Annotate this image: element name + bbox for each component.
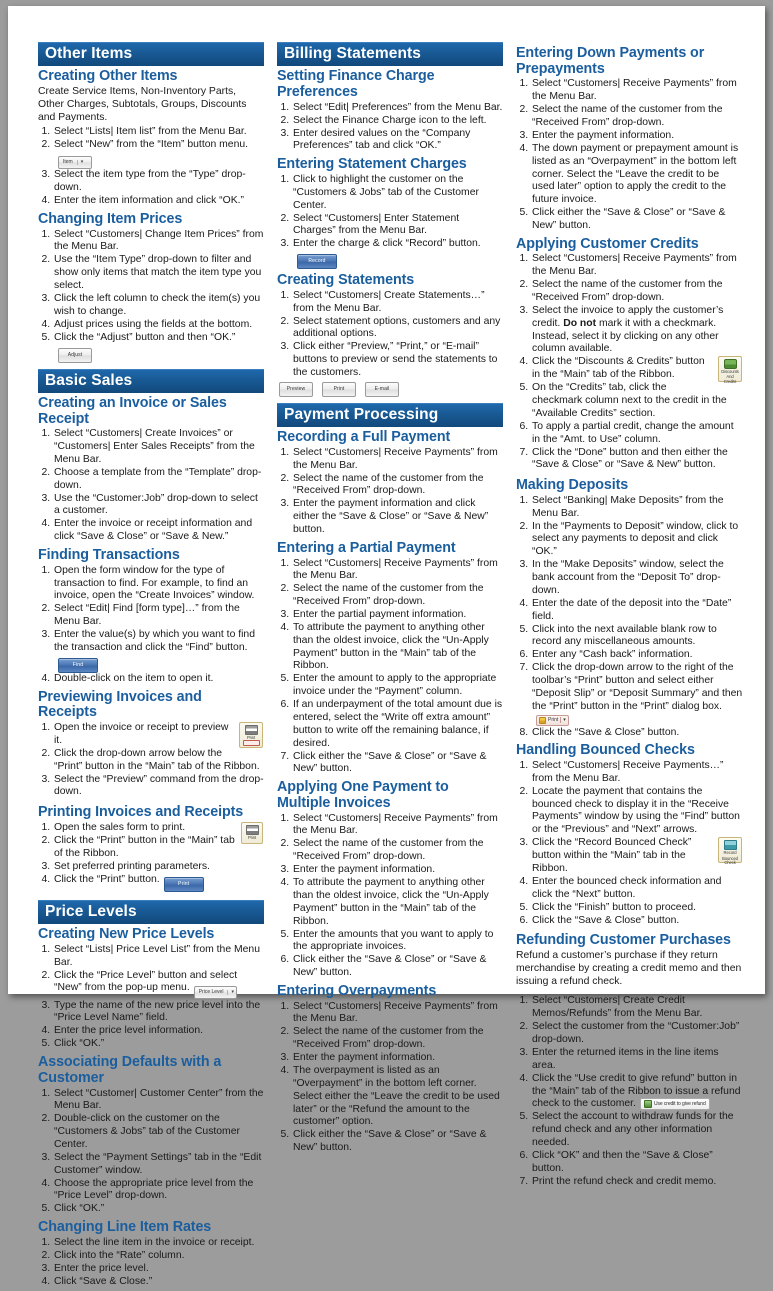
step-text: Enter the charge & click “Record” button. (293, 238, 481, 250)
list-item: 3. Click either “Preview,” “Print,” or “E-mail” buttons to preview or send the statements to the customers. (292, 341, 503, 379)
steps-changing-line-item-rates (38, 1237, 264, 1289)
heading-changing-item-prices: Changing Item Prices (38, 210, 183, 227)
list-item: 8. Click the “Save & Close” button. (531, 727, 743, 740)
print-button[interactable]: Print (322, 382, 356, 397)
list-item: 1. Select “Lists| Item list” from the Menu Bar. (53, 126, 264, 139)
heading-creating-statements: Creating Statements (277, 272, 415, 289)
list-item: 3. Enter the partial payment information. (292, 609, 503, 622)
step-text: Click the “Price Level” button and select “New” from the pop-up menu. (54, 969, 238, 994)
list-item: 3. Set preferred printing parameters. (53, 861, 264, 874)
list-item: 2. Locate the payment that contains the bounced check to display it in the “Receive Payments” window by using the “Find” button or the “Previous” and “Next” arrows. (531, 786, 743, 837)
list-item: 5. Click “OK.” (53, 1038, 264, 1051)
list-item: 3. Enter the returned items in the line items area. (531, 1047, 743, 1073)
printer-icon (245, 725, 258, 735)
list-item: 4. Click “Save & Close.” (53, 1276, 264, 1289)
list-item: 3. Enter the payment information. (292, 864, 503, 877)
list-item: 2. Select the Finance Charge icon to the left. (292, 115, 503, 128)
list-item: 5. Click “OK.” (53, 1203, 264, 1216)
list-item: 2. Select statement options, customers and any additional options. (292, 316, 503, 342)
steps-entering-partial-payment (277, 558, 503, 777)
steps-creating-price-levels (38, 944, 264, 1051)
list-item: 1. Select “Customers| Create Invoices” or “Customers| Enter Sales Receipts” from the Menu Bar. (53, 428, 264, 466)
list-item (531, 662, 743, 726)
list-item: 3. Enter desired values on the “Company Preferences” tab and click “OK.” (292, 128, 503, 154)
list-item: 3. Select the “Payment Settings” tab in the “Edit Customer” window. (53, 1152, 264, 1178)
list-item: 3. Enter the payment information. (531, 130, 743, 143)
list-item: 6. Click “OK” and then the “Save & Close” button. (531, 1150, 743, 1176)
steps-creating-statements (277, 290, 503, 380)
section-banner-other-items: Other Items (38, 42, 264, 66)
list-item (53, 629, 264, 673)
list-item: 4. Adjust prices using the fields at the bottom. (53, 319, 264, 332)
list-item: 3. Click the left column to check the item(s) you wish to change. (53, 293, 264, 319)
list-item (531, 356, 743, 385)
list-item: 2. Select the name of the customer from the “Received From” drop-down. (531, 104, 743, 130)
step-text: Click the drop-down arrow to the right of the toolbar’s “Print” button and select either “Deposit Slip” or “Deposit Summary” and then the “Print” button in the “Print” dialog box. (532, 662, 743, 712)
list-item: 7. Click the “Done” button and then either the “Save & Close” or “Save & New” button. (531, 447, 743, 473)
list-item: 1. Select “Customers| Change Item Prices” from the Menu Bar. (53, 229, 264, 255)
section-banner-payment-processing: Payment Processing (277, 403, 503, 427)
list-item: 6. Enter any “Cash back” information. (531, 649, 743, 662)
list-item: 2. Select “Customers| Enter Statement Charges” from the Menu Bar. (292, 213, 503, 239)
list-item: 2. Select “Edit| Find [form type]…” from the Menu Bar. (53, 603, 264, 629)
step-text: Click the “Discounts & Credits” button in the “Main” tab of the Ribbon. (532, 356, 705, 381)
list-item: 3. In the “Make Deposits” window, select the bank account from the “Deposit To” drop-down. (531, 559, 743, 597)
list-item: 5. Enter the amounts that you want to apply to the appropriate invoices. (292, 929, 503, 955)
printer-icon (246, 825, 259, 835)
steps-applying-one-payment (277, 813, 503, 980)
step-text: Enter the value(s) by which you want to find the transaction and click the “Find” button. (54, 629, 255, 653)
list-item: 1. Select “Customers| Receive Payments” from the Menu Bar. (531, 78, 743, 104)
step-text-part2: mark it with a checkmark. Instead, select it by clicking on any other column available. (532, 317, 719, 355)
list-item: 6. To apply a partial credit, change the amount in the “Amt. to Use” column. (531, 421, 743, 447)
list-item: 1. Open the invoice or receipt to preview it. (53, 722, 264, 748)
list-item: 4. Enter the invoice or receipt information and click “Save & Close” or “Save & New.” (53, 518, 264, 544)
list-item: 3. Enter the price level. (53, 1263, 264, 1276)
step-text: Click the “Print” button. (54, 873, 160, 885)
heading-down-payments: Entering Down Payments or Prepayments (516, 45, 705, 77)
steps-changing-item-prices (38, 229, 264, 363)
ribbon-icon-label-line2: Bounced Check (722, 855, 738, 865)
reference-card-page (8, 6, 765, 1287)
list-item: 2. Click the drop-down arrow below the “Print” button in the “Main” tab of the Ribbon. (53, 748, 264, 774)
chevron-down-icon: ▾ (560, 717, 566, 723)
section-banner-basic-sales: Basic Sales (38, 369, 264, 393)
steps-creating-invoice (38, 428, 264, 544)
list-item: 5. Click into the next available blank row to record any miscellaneous amounts. (531, 624, 743, 650)
heading-recording-full-payment: Recording a Full Payment (277, 429, 451, 446)
list-item: 1. Select “Customers| Receive Payments…” from the Menu Bar. (531, 760, 743, 786)
discounts-credits-ribbon-icon[interactable] (718, 356, 742, 385)
list-item: 2. Select the name of the customer from the “Received From” drop-down. (292, 583, 503, 609)
printer-icon (539, 717, 546, 724)
heading-creating-other-items: Creating Other Items (38, 68, 178, 85)
list-item (531, 1073, 743, 1111)
list-item: 4. Enter the item information and click “OK.” (53, 195, 264, 208)
preview-button[interactable]: Preview (279, 382, 313, 397)
ribbon-icon-label-line1: 4. Discounts And (721, 369, 739, 379)
list-item: 5. Click either the “Save & Close” or “Save & New” button. (292, 1129, 503, 1155)
steps-handling-bounced-checks (516, 760, 743, 927)
steps-making-deposits (516, 495, 743, 739)
heading-entering-overpayments: Entering Overpayments (277, 982, 437, 999)
steps-finding-transactions (38, 565, 264, 686)
list-item: 1. Select “Customers| Create Credit Memos/Refunds” from the Menu Bar. (531, 995, 743, 1021)
steps-associating-defaults (38, 1088, 264, 1217)
dropdown-highlight-box (243, 740, 260, 746)
list-item: 4. To attribute the payment to anything other than the oldest invoice, click the “Un-Apply Payment” button in the “Main” tab of the Ribbon. (292, 877, 503, 928)
steps-applying-customer-credits (516, 253, 743, 472)
list-item: 3. Select the “Preview” command from the drop-down. (53, 774, 264, 800)
list-item: 1. Select “Customers| Receive Payments” from the Menu Bar. (292, 558, 503, 584)
heading-printing-invoices: Printing Invoices and Receipts (38, 804, 244, 821)
steps-refunding (516, 995, 743, 1188)
list-item: 2. Select the name of the customer from the “Received From” drop-down. (292, 1026, 503, 1052)
list-item: 1. Select “Edit| Preferences” from the Menu Bar. (292, 102, 503, 115)
list-item: 1. Select “Customers| Create Statements…” from the Menu Bar. (292, 290, 503, 316)
credit-icon (644, 1100, 652, 1108)
ribbon-icon-label: Print (247, 835, 257, 840)
step-text: Click the “Record Bounced Check” button within the “Main” tab in the Ribbon. (532, 837, 692, 874)
list-item: 2. Use the “Item Type” drop-down to filter and show only items that match the item type you select. (53, 254, 264, 292)
list-item: 2. Click into the “Rate” column. (53, 1250, 264, 1263)
steps-previewing-invoices (38, 722, 264, 799)
record-bounced-check-ribbon-icon[interactable] (718, 837, 742, 863)
adjust-button[interactable]: Adjust (58, 348, 92, 363)
section-banner-billing-statements: Billing Statements (277, 42, 503, 66)
list-item (531, 305, 743, 356)
list-item: 1. Select “Lists| Price Level List” from the Menu Bar. (53, 944, 264, 970)
list-item: 4. Enter the date of the deposit into the “Date” field. (531, 598, 743, 624)
bold-do-not: Do not (563, 317, 597, 329)
list-item: 3. Type the name of the new price level into the “Price Level Name” field. (53, 1000, 264, 1026)
chevron-down-icon: ▾ (77, 160, 84, 165)
chevron-down-icon: ▾ (227, 990, 234, 995)
statement-action-buttons (279, 382, 503, 397)
heading-creating-price-levels: Creating New Price Levels (38, 926, 215, 943)
heading-creating-invoice: Creating an Invoice or Sales Receipt (38, 394, 227, 427)
steps-finance-charge-prefs (277, 102, 503, 154)
heading-associating-defaults: Associating Defaults with a Customer (38, 1054, 222, 1086)
list-item: 7. Click either the “Save & Close” or “Save & New” button. (292, 751, 503, 777)
item-dropdown-button[interactable] (58, 156, 92, 169)
price-level-dropdown-label: Price Level (198, 989, 224, 996)
column-middle (277, 42, 503, 1291)
list-item: 2. Choose a template from the “Template” drop-down. (53, 467, 264, 493)
list-item: 2. Select the name of the customer from the “Received From” drop-down. (292, 838, 503, 864)
bounced-check-icon (724, 840, 737, 850)
list-item: 4. Double-click on the item to open it. (53, 673, 264, 686)
heading-changing-line-item-rates: Changing Line Item Rates (38, 1219, 212, 1236)
list-item (531, 837, 743, 875)
heading-entering-statement-charges: Entering Statement Charges (277, 156, 467, 173)
price-level-dropdown-button[interactable] (194, 986, 237, 999)
ribbon-icon-label: Print (246, 735, 256, 741)
list-item: 6. Click either the “Save & Close” or “Save & New” button. (292, 954, 503, 980)
list-item: 4. To attribute the payment to anything other than the oldest invoice, click the “Un-Apply Payment” button in the “Main” tab of the Ribbon. (292, 622, 503, 673)
list-item: 4. The overpayment is listed as an “Overpayment” in the bottom left corner. Select either the “Leave the credit to be used later” or the “Refund the amount to the customer” option. (292, 1065, 503, 1129)
print-button[interactable]: Print (164, 877, 204, 892)
list-item: 1. Select “Customer| Customer Center” from the Menu Bar. (53, 1088, 264, 1114)
find-button[interactable]: Find (58, 658, 98, 673)
list-item: 1. Select “Customers| Receive Payments” from the Menu Bar. (292, 813, 503, 839)
step-text-part1: Select the invoice to apply the customer’s credit. (532, 305, 724, 329)
item-dropdown-label: Item (63, 159, 73, 166)
list-item: 3. Select the item type from the “Type” drop-down. (53, 169, 264, 195)
list-item: 6. Click the “Save & Close” button. (531, 915, 743, 928)
list-item (53, 332, 264, 363)
list-item: 2. In the “Payments to Deposit” window, click to select any payments to deposit and click “OK.” (531, 521, 743, 559)
list-item: 2. Select the name of the customer from the “Received From” drop-down. (292, 473, 503, 499)
list-item: 5. Select the account to withdraw funds for the refund check and any other information needed. (531, 1111, 743, 1149)
list-item (292, 238, 503, 269)
list-item: 3. Enter the payment information. (292, 1052, 503, 1065)
column-left (38, 42, 264, 1291)
list-item (53, 874, 264, 892)
steps-down-payments (516, 78, 743, 232)
list-item: 7. Print the refund check and credit memo. (531, 1176, 743, 1189)
ribbon-icon-label-line1: 3. Record (723, 850, 737, 856)
heading-applying-one-payment: Applying One Payment to Multiple Invoices (277, 779, 449, 811)
use-credit-label: Use credit to give refund (653, 1101, 706, 1108)
list-item: 1. Select “Customers| Receive Payments” from the Menu Bar. (531, 253, 743, 279)
use-credit-to-give-refund-button[interactable] (640, 1098, 710, 1110)
steps-entering-statement-charges (277, 174, 503, 269)
steps-printing-invoices (38, 822, 264, 892)
list-item: 5. Enter the amount to apply to the appropriate invoice under the “Payment” column. (292, 673, 503, 699)
heading-making-deposits: Making Deposits (516, 477, 629, 494)
list-item: 3. Use the “Customer:Job” drop-down to select a customer. (53, 493, 264, 519)
print-toolbar-button[interactable] (536, 715, 569, 726)
list-item: 1. Select “Customers| Receive Payments” from the Menu Bar. (292, 447, 503, 473)
heading-refunding-customer-purchases: Refunding Customer Purchases (516, 932, 731, 949)
list-item: 2. Click the “Print” button in the “Main” tab of the Ribbon. (53, 835, 264, 861)
heading-handling-bounced-checks: Handling Bounced Checks (516, 742, 695, 759)
steps-creating-other-items (38, 126, 264, 208)
list-item: 2. Double-click on the customer on the “Customers & Jobs” tab of the Customer Center. (53, 1113, 264, 1151)
list-item: 2. Select the customer from the “Customer:Job” drop-down. (531, 1021, 743, 1047)
list-item: 1. Open the sales form to print. (53, 822, 264, 835)
list-item: 2. Select the name of the customer from the “Received From” drop-down. (531, 279, 743, 305)
email-button[interactable]: E-mail (365, 382, 399, 397)
intro-creating-other-items: Create Service Items, Non-Inventory Parts, Other Charges, Subtotals, Groups, Discounts and Payments. (38, 86, 247, 123)
heading-finding-transactions: Finding Transactions (38, 547, 180, 564)
list-item: 1. Click to highlight the customer on the “Customers & Jobs” tab of the Customer Center. (292, 174, 503, 212)
step-text: Click the “Use credit to give refund” button in the “Main” tab of the Ribbon to issue a refund check to the customer. (532, 1072, 741, 1110)
print-ribbon-icon[interactable] (241, 822, 263, 844)
heading-applying-customer-credits: Applying Customer Credits (516, 235, 699, 252)
three-column-layout (38, 42, 743, 1291)
list-item: 4. Choose the appropriate price level from the “Price Level” drop-down. (53, 1178, 264, 1204)
list-item: 4. Enter the price level information. (53, 1025, 264, 1038)
steps-recording-full-payment (277, 447, 503, 537)
steps-entering-overpayments (277, 1001, 503, 1155)
list-item: 5. On the “Credits” tab, click the checkmark column next to the credit in the “Available Credits” section. (531, 382, 743, 420)
print-toolbar-label: Print (548, 716, 559, 723)
step-text: Select “New” from the “Item” button menu. (54, 139, 249, 151)
heading-previewing-invoices: Previewing Invoices and Receipts (38, 688, 202, 721)
list-item: 1. Select the line item in the invoice or receipt. (53, 1237, 264, 1250)
section-banner-price-levels: Price Levels (38, 900, 264, 924)
list-item: 3. Enter the payment information and click either the “Save & Close” or “Save & New” button. (292, 498, 503, 536)
heading-entering-partial-payment: Entering a Partial Payment (277, 539, 456, 556)
credits-icon (724, 359, 737, 369)
step-text: Click the “Adjust” button and then “OK.” (54, 331, 236, 343)
heading-finance-charge-prefs: Setting Finance Charge Preferences (277, 68, 435, 100)
list-item: 1. Select “Customers| Receive Payments” from the Menu Bar. (292, 1001, 503, 1027)
list-item: 1. Open the form window for the type of transaction to find. For example, to find an invoice, open the “Create Invoices” window. (53, 565, 264, 603)
column-right (516, 42, 743, 1291)
list-item: 4. Enter the bounced check information and click the “Next” button. (531, 876, 743, 902)
list-item: 5. Click the “Finish” button to proceed. (531, 902, 743, 915)
intro-refunding: Refund a customer’s purchase if they return merchandise by creating a credit memo and then issuing a refund check. (516, 950, 742, 987)
list-item: 4. The down payment or prepayment amount is listed as an “Overpayment” in the bottom left corner. Select the “Leave the credit to be used later” option to apply the credit to the future invoice. (531, 143, 743, 207)
list-item (53, 970, 264, 1000)
print-preview-ribbon-icon[interactable] (239, 722, 263, 748)
list-item (53, 139, 264, 169)
list-item: 1. Select “Banking| Make Deposits” from the Menu Bar. (531, 495, 743, 521)
list-item: 5. Click either the “Save & Close” or “Save & New” button. (531, 207, 743, 233)
record-button[interactable]: Record (297, 254, 337, 269)
list-item: 6. If an underpayment of the total amount due is entered, select the “Write off extra amount” button to write off the remaining balance, if desired. (292, 699, 503, 750)
ribbon-icon-label-line2: Credits (723, 379, 737, 385)
